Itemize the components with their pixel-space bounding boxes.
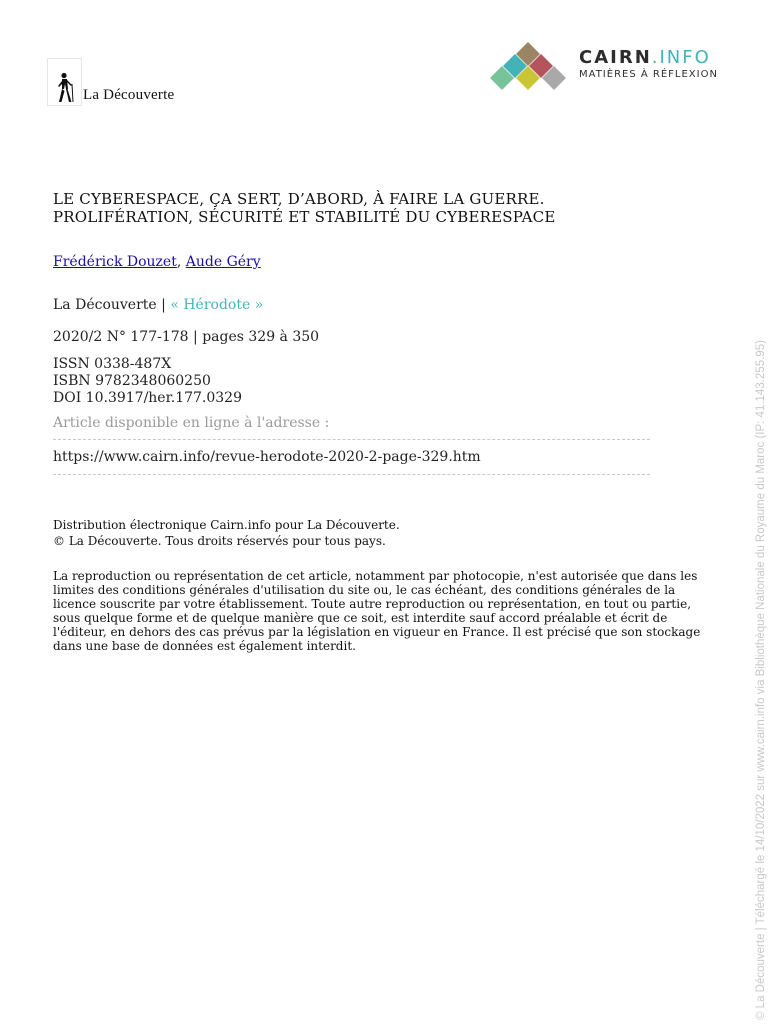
reproduction-notice	[53, 569, 718, 653]
divider	[53, 474, 650, 475]
distribution-line: Distribution électronique Cairn.info pour La Découverte.	[53, 518, 400, 532]
cairn-logo[interactable]	[488, 42, 728, 92]
notice-line: licence souscrite par votre établissement. Toute autre reproduction ou représentation, en tout ou partie,	[53, 597, 692, 611]
cairn-brand-main: CAIRN	[579, 47, 652, 68]
walking-figure-icon	[56, 72, 74, 104]
publisher-journal	[53, 297, 263, 313]
journal-link[interactable]: « Hérodote »	[170, 297, 264, 313]
doi: DOI 10.3917/her.177.0329	[53, 390, 242, 406]
publisher-logo	[47, 58, 197, 108]
cairn-diamonds-icon	[488, 42, 570, 92]
cairn-tagline: MATIÈRES À RÉFLEXION	[579, 69, 718, 80]
download-side-note: © La Découverte | Téléchargé le 14/10/2022 sur www.cairn.info via Bibliothèque Nationale du Royaume du Maroc (IP: 41.143.255.95)	[755, 340, 767, 1020]
authors	[53, 254, 261, 270]
article-title-line: LE CYBERESPACE, ÇA SERT, D’ABORD, À FAIRE LA GUERRE.	[53, 190, 545, 208]
notice-line: La reproduction ou représentation de cet article, notamment par photocopie, n'est autorisée que dans les	[53, 569, 698, 583]
article-url[interactable]: https://www.cairn.info/revue-herodote-2020-2-page-329.htm	[53, 449, 481, 465]
publisher-logo-name: La Découverte	[83, 87, 175, 103]
author-link[interactable]: Frédérick Douzet	[53, 254, 177, 270]
publisher-name: La Découverte |	[53, 297, 166, 313]
notice-line: limites des conditions générales d'utilisation du site ou, le cas échéant, des conditions générales de la	[53, 583, 676, 597]
article-title-line: PROLIFÉRATION, SÉCURITÉ ET STABILITÉ DU CYBERESPACE	[53, 208, 556, 226]
issue-info: 2020/2 N° 177-178 | pages 329 à 350	[53, 329, 320, 345]
isbn: ISBN 9782348060250	[53, 373, 211, 389]
issn: ISSN 0338-487X	[53, 356, 172, 372]
copyright-line: © La Découverte. Tous droits réservés pour tous pays.	[53, 534, 386, 548]
notice-line: dans une base de données est également interdit.	[53, 639, 356, 653]
divider	[53, 439, 650, 440]
notice-line: l'éditeur, en dehors des cas prévus par la législation en vigueur en France. Il est précisé que son stockage	[53, 625, 701, 639]
available-online-label: Article disponible en ligne à l'adresse :	[53, 415, 330, 431]
article-title	[53, 190, 713, 226]
cairn-brand	[579, 47, 711, 68]
author-link[interactable]: Aude Géry	[185, 254, 261, 270]
cairn-brand-suffix: .INFO	[651, 47, 711, 68]
notice-line: sous quelque forme et de quelque manière que ce soit, est interdite sauf accord préalable et écrit de	[53, 611, 668, 625]
author-separator: ,	[176, 254, 182, 270]
